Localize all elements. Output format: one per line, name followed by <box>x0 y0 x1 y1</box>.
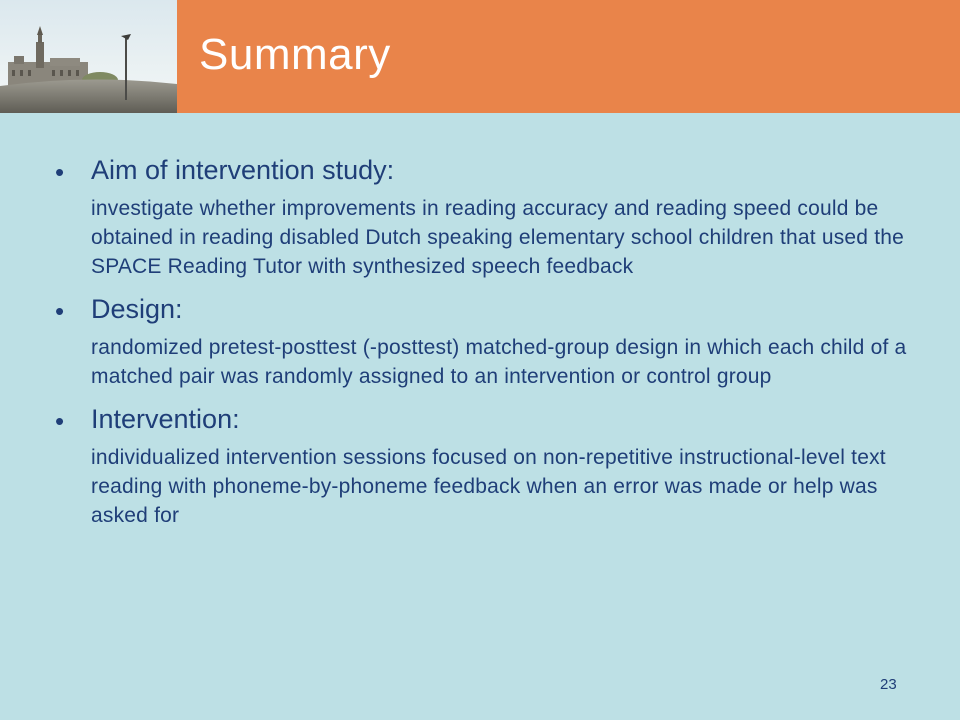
item-heading: Aim of intervention study: <box>91 155 395 185</box>
title-bar <box>0 0 960 113</box>
item-description: investigate whether improvements in reading accuracy and reading speed could be obtained in reading disabled Dutch speaking elementary school children that used the SPACE Reading Tutor with synthesized speech feedback <box>91 197 904 278</box>
bullet-icon: • <box>55 157 65 187</box>
bullet-icon: • <box>55 296 65 326</box>
list-item <box>55 401 915 530</box>
item-heading: Design: <box>91 294 183 324</box>
city-square-photo <box>0 0 177 113</box>
list-item <box>55 291 915 391</box>
item-description: individualized intervention sessions focused on non-repetitive instructional-level text reading with phoneme-by-phoneme feedback when an error was made or help was asked for <box>91 446 886 527</box>
bullet-icon: • <box>55 406 65 436</box>
list-item <box>55 152 915 281</box>
item-description: randomized pretest-posttest (-posttest) matched-group design in which each child of a matched pair was randomly assigned to an intervention or control group <box>91 336 907 388</box>
item-heading: Intervention: <box>91 404 240 434</box>
city-square-photo-icon <box>0 0 177 113</box>
bullet-list <box>55 152 915 540</box>
slide-title: Summary <box>199 30 391 79</box>
page-number: 23 <box>880 676 897 693</box>
